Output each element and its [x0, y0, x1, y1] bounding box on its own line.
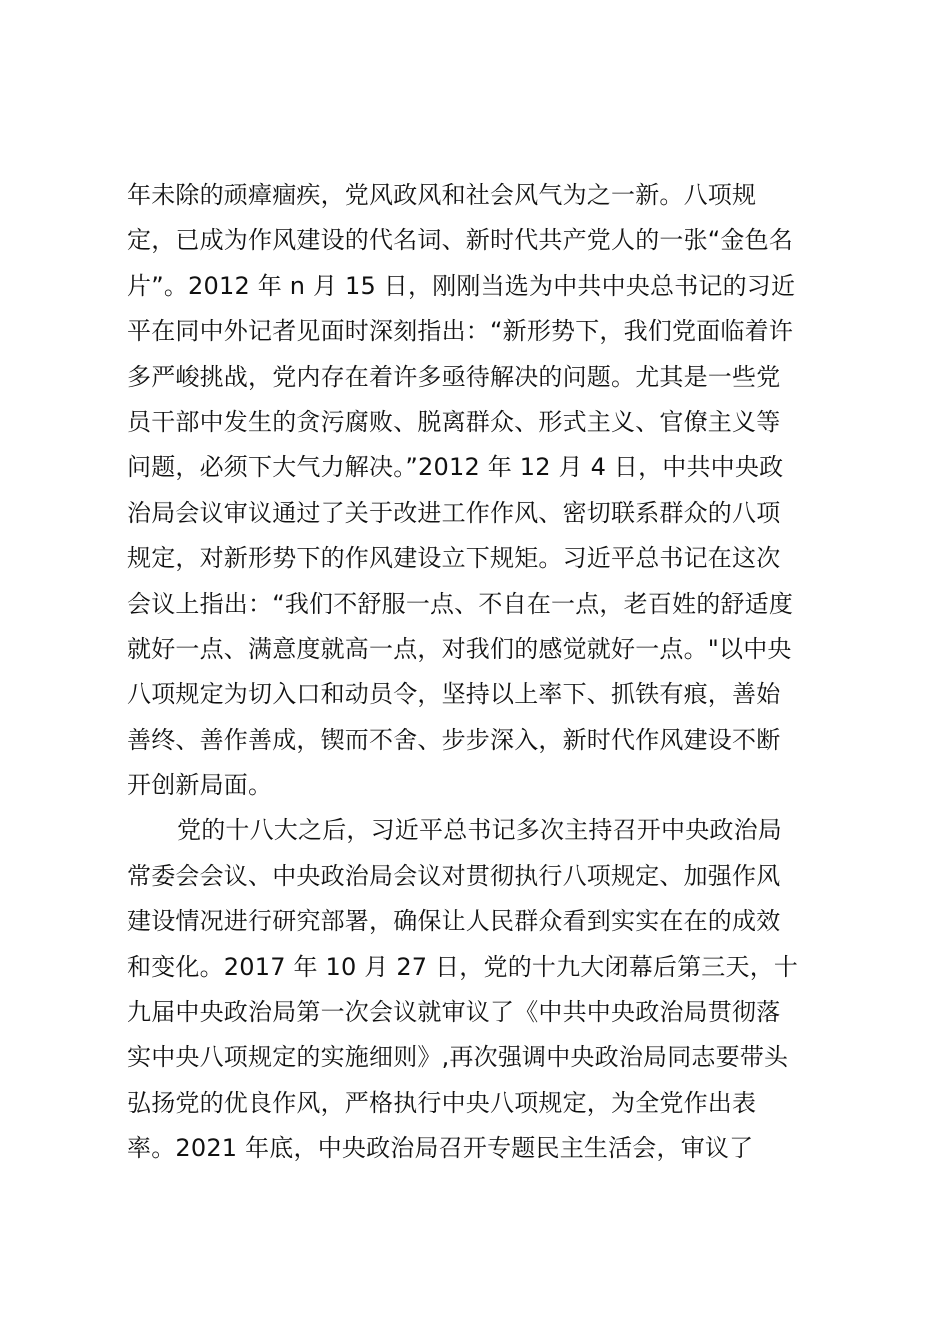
text-line: 建设情况进行研究部署，确保让人民群众看到实实在在的成效 — [127, 907, 781, 936]
text-line: 九届中央政治局第一次会议就审议了《中共中央政治局贯彻落 — [127, 998, 781, 1027]
text-line: 弘扬党的优良作风，严格执行中央八项规定，为全党作出表 — [127, 1088, 757, 1117]
text-line: 常委会会议、中央政治局会议对贯彻执行八项规定、加强作风 — [127, 861, 781, 890]
text-line: 年未除的顽瘴痼疾，党风政风和社会风气为之一新。八项规 — [127, 181, 757, 209]
text-line: 问题，必须下大气力解决。”2012 年 12 月 4 日，中共中央政 — [127, 453, 784, 482]
text-line: 党的十八大之后，习近平总书记多次主持召开中央政治局 — [177, 816, 782, 845]
text-line: 开创新局面。 — [127, 771, 273, 800]
text-line: 和变化。2017 年 10 月 27 日，党的十九大闭幕后第三天，十 — [127, 952, 799, 981]
text-line: 治局会议审议通过了关于改进工作作风、密切联系群众的八项 — [127, 498, 781, 527]
text-line: 多严峻挑战，党内存在着许多亟待解决的问题。尤其是一些党 — [127, 362, 781, 391]
text-line: 定，已成为作风建设的代名词、新时代共产党人的一张“金色名 — [127, 226, 794, 255]
text-line: 率。2021 年底，中央政治局召开专题民主生活会，审议了 — [127, 1134, 754, 1163]
text-line: 实中央八项规定的实施细则》,再次强调中央政治局同志要带头 — [127, 1043, 789, 1072]
text-line: 就好一点、满意度就高一点，对我们的感觉就好一点。"以中央 — [127, 634, 792, 663]
body-text — [127, 173, 832, 1172]
paragraph-1 — [127, 173, 832, 808]
paragraph-2 — [127, 808, 832, 1171]
text-line: 规定，对新形势下的作风建设立下规矩。习近平总书记在这次 — [127, 544, 781, 573]
text-line: 八项规定为切入口和动员令，坚持以上率下、抓铁有痕，善始 — [127, 680, 781, 709]
text-line: 善终、善作善成，锲而不舍、步步深入，新时代作风建设不断 — [127, 725, 781, 754]
text-line: 员干部中发生的贪污腐败、脱离群众、形式主义、官僚主义等 — [127, 407, 781, 436]
text-line: 会议上指出：“我们不舒服一点、不自在一点，老百姓的舒适度 — [127, 589, 794, 618]
text-line: 片”。2012 年 n 月 15 日，刚刚当选为中共中央总书记的习近 — [127, 271, 796, 300]
text-line: 平在同中外记者见面时深刻指出：“新形势下，我们党面临着许 — [127, 317, 794, 346]
